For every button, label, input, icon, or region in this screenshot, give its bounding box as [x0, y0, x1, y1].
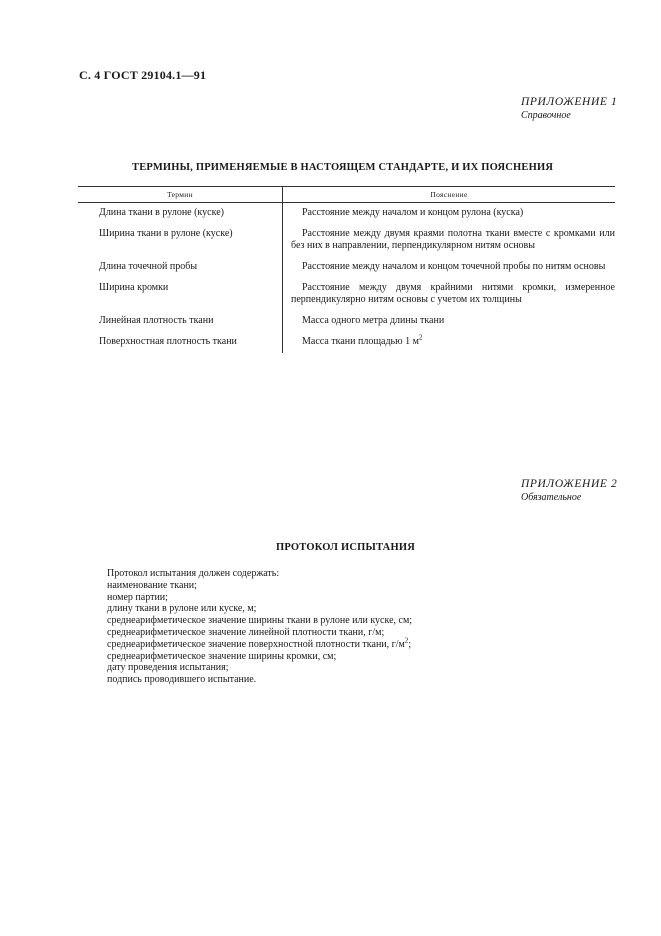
- table-row: [78, 278, 615, 311]
- terms-section-title: ТЕРМИНЫ, ПРИМЕНЯЕМЫЕ В НАСТОЯЩЕМ СТАНДАРТЕ, И ИХ ПОЯСНЕНИЯ: [132, 162, 554, 173]
- list-item: [107, 627, 527, 639]
- page-header: С. 4 ГОСТ 29104.1—91: [79, 68, 207, 82]
- list-item: [107, 636, 527, 651]
- appendix-2-number: ПРИЛОЖЕНИЕ 2: [521, 478, 618, 490]
- list-item: [107, 592, 527, 604]
- protocol-items-list: [107, 580, 527, 686]
- list-item: [107, 580, 527, 592]
- appendix-1-number: ПРИЛОЖЕНИЕ 1: [521, 96, 618, 108]
- explanation-cell: [283, 278, 616, 311]
- explanation-superscript: 2: [418, 333, 423, 342]
- explanation-cell: [283, 332, 616, 353]
- term-cell: Поверхностная плотность ткани: [78, 332, 283, 353]
- explanation-text: Расстояние между началом и концом точечной пробы по нитям основы: [302, 261, 606, 272]
- list-item: [107, 651, 527, 663]
- term-cell: Ширина кромки: [78, 278, 283, 311]
- protocol-body: [107, 568, 527, 686]
- appendix-1-kind: Справочное: [521, 110, 571, 121]
- list-item: [107, 662, 527, 674]
- explanation-column-header: Пояснение: [283, 187, 616, 203]
- table-row: [78, 224, 615, 257]
- appendix-2-label: [521, 478, 617, 504]
- explanation-cell: [283, 224, 616, 257]
- explanation-text: Расстояние между двумя краями полотна ткани вместе с кромками или без них в направлении, перпендикулярном нитям основы: [291, 228, 615, 251]
- explanation-text: Масса одного метра длины ткани: [302, 315, 445, 326]
- table-row: [78, 203, 615, 225]
- explanation-cell: [283, 311, 616, 332]
- protocol-section-title: ПРОТОКОЛ ИСПЫТАНИЯ: [276, 542, 415, 553]
- list-item-text: среднеарифметическое значение ширины кромки, см;: [107, 650, 337, 662]
- list-item: [107, 674, 527, 686]
- table-row: [78, 311, 615, 332]
- list-item-text: наименование ткани;: [107, 579, 197, 591]
- term-cell: Длина точечной пробы: [78, 257, 283, 278]
- list-item-text: дату проведения испытания;: [107, 662, 229, 674]
- list-item-tail: ;: [408, 638, 412, 650]
- terms-table: [78, 186, 615, 353]
- list-item-superscript: 2: [404, 636, 409, 645]
- table-row: [78, 257, 615, 278]
- appendix-2-kind: Обязательное: [521, 492, 582, 503]
- protocol-intro: Протокол испытания должен содержать:: [107, 568, 280, 579]
- explanation-cell: [283, 257, 616, 278]
- explanation-text: Расстояние между двумя крайними нитями кромки, измеренное перпендикулярно нитям основы с учетом их толщины: [291, 282, 615, 305]
- list-item: [107, 603, 527, 615]
- explanation-text: Расстояние между началом и концом рулона (куска): [302, 207, 524, 218]
- list-item-text: номер партии;: [107, 591, 168, 603]
- explanation-cell: [283, 203, 616, 225]
- term-cell: Ширина ткани в рулоне (куске): [78, 224, 283, 257]
- explanation-text: Масса ткани площадью 1 м: [302, 336, 419, 347]
- terms-table-body: [78, 203, 615, 354]
- table-row: [78, 332, 615, 353]
- term-cell: Длина ткани в рулоне (куске): [78, 203, 283, 225]
- term-cell: Линейная плотность ткани: [78, 311, 283, 332]
- list-item-text: длину ткани в рулоне или куске, м;: [107, 603, 257, 615]
- appendix-1-label: [521, 96, 617, 122]
- list-item: [107, 615, 527, 627]
- list-item-text: среднеарифметическое значение поверхностной плотности ткани, г/м: [107, 638, 405, 650]
- list-item-text: среднеарифметическое значение линейной плотности ткани, г/м;: [107, 626, 385, 638]
- list-item-text: среднеарифметическое значение ширины ткани в рулоне или куске, см;: [107, 615, 413, 627]
- terms-table-header: [78, 187, 615, 203]
- list-item-text: подпись проводившего испытание.: [107, 674, 257, 686]
- term-column-header: Термин: [78, 187, 283, 203]
